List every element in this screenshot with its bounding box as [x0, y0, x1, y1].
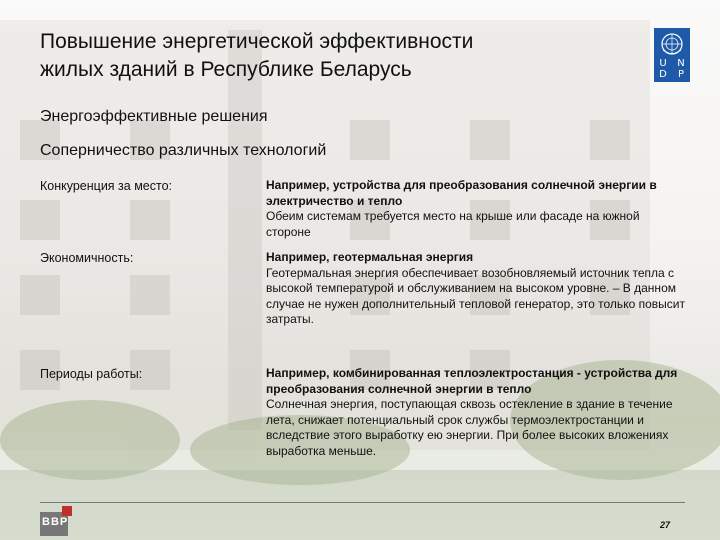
un-emblem-icon	[659, 31, 685, 57]
row-desc-periods	[266, 366, 686, 459]
footer-divider	[40, 502, 685, 503]
row-desc-economy	[266, 250, 686, 328]
row-desc-head: Например, комбинированная теплоэлектростанция - устройства для преобразования солнечной энергии в тепло	[266, 366, 678, 396]
row-desc-space	[266, 178, 686, 240]
row-desc-head: Например, устройства для преобразования солнечной энергии в электричество и тепло	[266, 178, 657, 208]
bbp-logo	[40, 506, 150, 536]
logo-letter: U	[659, 58, 667, 69]
row-label-periods: Периоды работы:	[40, 367, 143, 381]
title-line-1: Повышение энергетической эффективности	[40, 30, 474, 53]
row-label-space: Конкуренция за место:	[40, 179, 173, 193]
logo-letter: P	[677, 69, 685, 80]
title-line-2: жилых зданий в Республике Беларусь	[40, 58, 412, 81]
row-desc-body: Обеим системам требуется место на крыше или фасаде на южной стороне	[266, 209, 640, 239]
slide-title	[40, 28, 600, 84]
row-desc-body: Геотермальная энергия обеспечивает возобновляемый источник тепла с высокой температурой и обслуживанием на высоком уровне. – В данном случае не нужен дополнительный тепловой генератор, это только повысит затраты.	[266, 265, 685, 326]
subtitle-solutions: Энергоэффективные решения	[40, 108, 268, 125]
bbp-logo-accent	[62, 506, 72, 516]
page-number: 27	[660, 520, 671, 530]
row-label-economy: Экономичность:	[40, 251, 134, 265]
bbp-logo-text: BBP	[42, 516, 69, 528]
logo-letters	[654, 58, 690, 80]
undp-logo	[654, 28, 690, 82]
logo-letter: N	[677, 58, 685, 69]
row-desc-head: Например, геотермальная энергия	[266, 250, 474, 264]
subtitle-competition: Соперничество различных технологий	[40, 142, 327, 159]
row-desc-body: Солнечная энергия, поступающая сквозь остекление в здание в течение лета, снижает потенциальный срок службы термоэлектростанции и вследствие этого выработку ею энергии. При более высоких вложениях выработка меньше.	[266, 397, 673, 458]
logo-letter: D	[659, 69, 667, 80]
